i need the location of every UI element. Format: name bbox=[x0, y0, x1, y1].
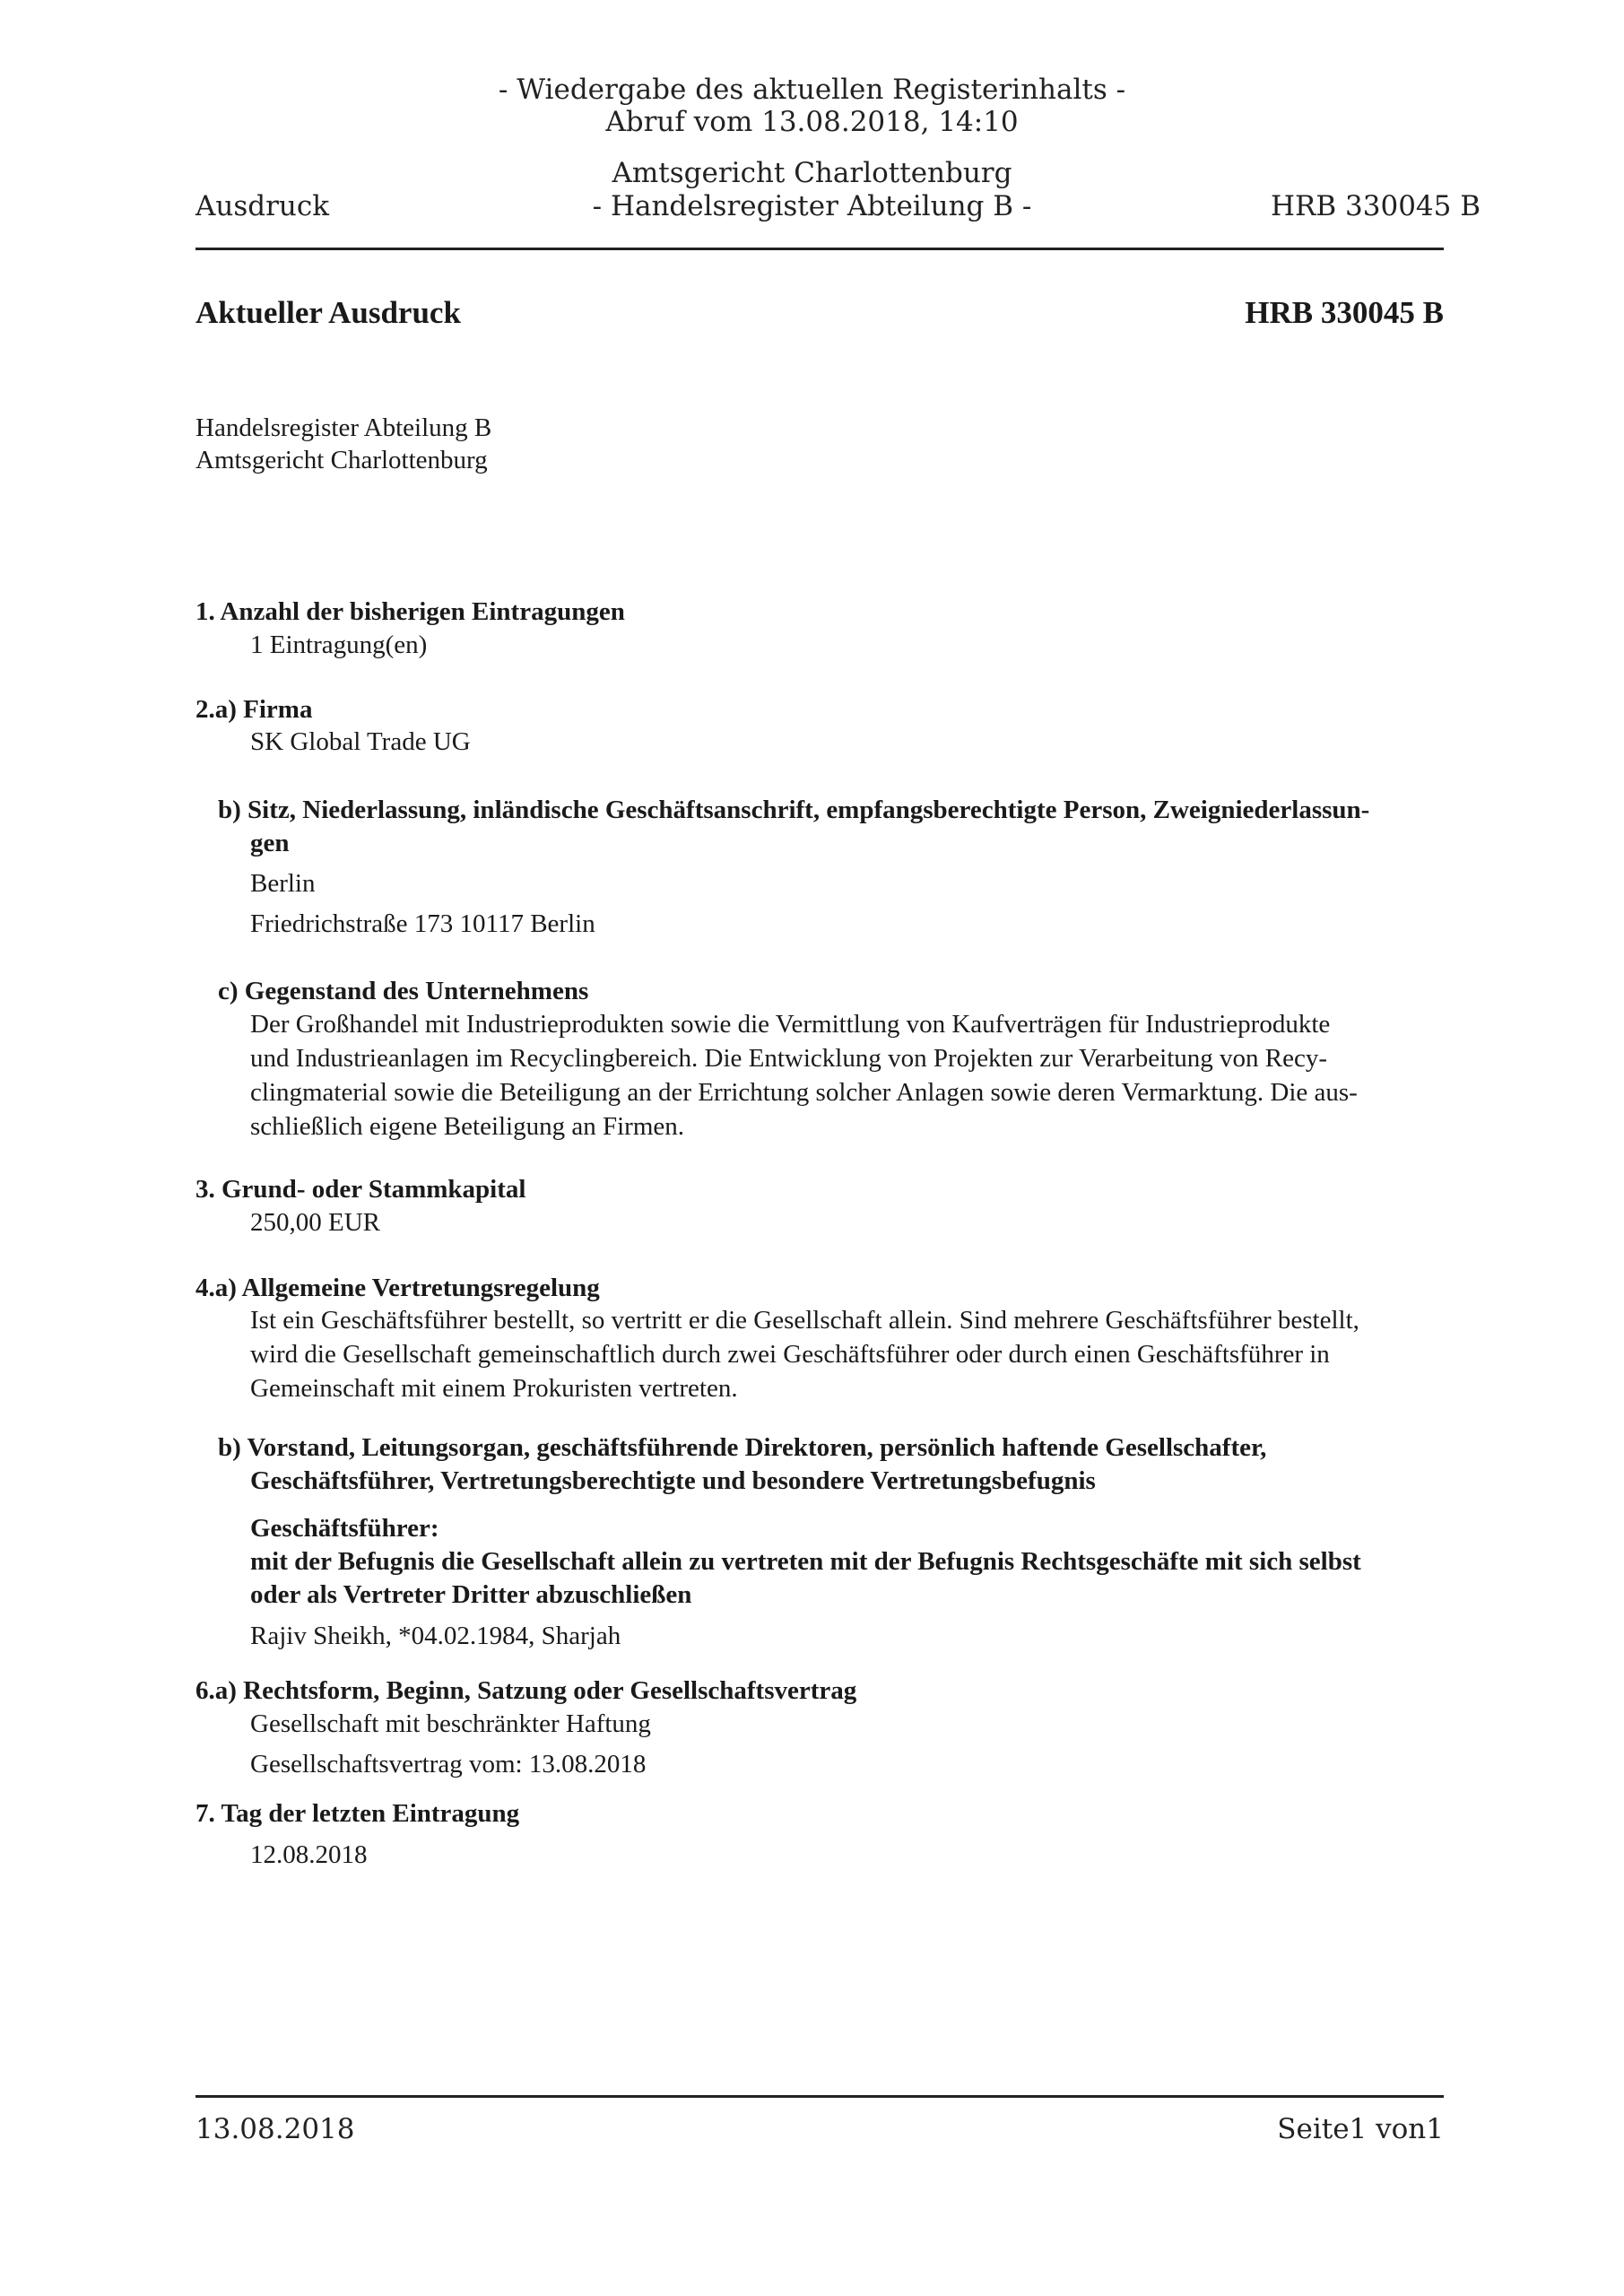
section-2b-heading: b) Sitz, Niederlassung, inländische Geschäftsanschrift, empfangsberechtigte Person, Zweigniederlassun- bbox=[218, 796, 1370, 824]
section-4a-text-line: Gemeinschaft mit einem Prokuristen vertreten. bbox=[250, 1374, 738, 1403]
register-court: Amtsgericht Charlottenburg bbox=[195, 446, 488, 474]
header-line-1: - Wiedergabe des aktuellen Registerinhalts - bbox=[498, 74, 1126, 106]
section-4b-person: Rajiv Sheikh, *04.02.1984, Sharjah bbox=[250, 1622, 621, 1650]
section-4a-text bbox=[250, 1303, 1359, 1405]
header-rule bbox=[195, 248, 1444, 250]
section-2c-heading: c) Gegenstand des Unternehmens bbox=[218, 977, 589, 1005]
document-title: Aktueller Ausdruck bbox=[195, 295, 461, 330]
section-4b-heading-cont: Geschäftsführer, Vertretungsberechtigte und besondere Vertretungsbefugnis bbox=[250, 1466, 1096, 1495]
header-register-number: HRB 330045 B bbox=[1271, 190, 1481, 222]
section-4b-power: mit der Befugnis die Gesellschaft allein zu vertreten mit der Befugnis Rechtsgeschäfte mit sich selbst bbox=[250, 1547, 1361, 1576]
footer-date: 13.08.2018 bbox=[195, 2113, 355, 2145]
section-2c-text-line: schließlich eigene Beteiligung an Firmen. bbox=[250, 1112, 685, 1141]
section-2c-text-line: Der Großhandel mit Industrieprodukten sowie die Vermittlung von Kaufverträgen für Industrieprodukte bbox=[250, 1010, 1331, 1039]
section-1-heading: 1. Anzahl der bisherigen Eintragungen bbox=[195, 597, 625, 626]
header-department: - Handelsregister Abteilung B - bbox=[592, 190, 1032, 222]
section-2b-address: Friedrichstraße 173 10117 Berlin bbox=[250, 909, 595, 938]
section-4a-text-line: wird die Gesellschaft gemeinschaftlich durch zwei Geschäftsführer oder durch einen Geschäftsführer in bbox=[250, 1340, 1330, 1369]
section-1-value: 1 Eintragung(en) bbox=[250, 631, 428, 659]
section-6a-heading: 6.a) Rechtsform, Beginn, Satzung oder Gesellschaftsvertrag bbox=[195, 1676, 857, 1705]
section-6a-legal-form: Gesellschaft mit beschränkter Haftung bbox=[250, 1709, 651, 1738]
section-4b-heading: b) Vorstand, Leitungsorgan, geschäftsführende Direktoren, persönlich haftende Gesellschafter, bbox=[218, 1433, 1267, 1462]
section-4b-role: Geschäftsführer: bbox=[250, 1514, 439, 1543]
section-3-heading: 3. Grund- oder Stammkapital bbox=[195, 1175, 526, 1204]
section-2c-text-line: und Industrieanlagen im Recyclingbereich. Die Entwicklung von Projekten zur Verarbeitung von Recy- bbox=[250, 1044, 1328, 1073]
section-2c-text-line: clingmaterial sowie die Beteiligung an der Errichtung solcher Anlagen sowie deren Vermarktung. Die aus- bbox=[250, 1078, 1358, 1107]
footer-page-number: Seite1 von1 bbox=[1277, 2113, 1444, 2145]
section-4a-text-line: Ist ein Geschäftsführer bestellt, so vertritt er die Gesellschaft allein. Sind mehrere Geschäftsführer bestellt, bbox=[250, 1306, 1359, 1335]
section-2b-city: Berlin bbox=[250, 869, 316, 898]
section-2a-value: SK Global Trade UG bbox=[250, 727, 471, 756]
section-4b-power-cont: oder als Vertreter Dritter abzuschließen bbox=[250, 1580, 692, 1609]
register-department: Handelsregister Abteilung B bbox=[195, 413, 492, 442]
section-4a-heading: 4.a) Allgemeine Vertretungsregelung bbox=[195, 1274, 600, 1302]
header-left-label: Ausdruck bbox=[195, 190, 330, 222]
section-7-heading: 7. Tag der letzten Eintragung bbox=[195, 1799, 520, 1828]
section-7-value: 12.08.2018 bbox=[250, 1840, 368, 1869]
section-6a-contract-date: Gesellschaftsvertrag vom: 13.08.2018 bbox=[250, 1750, 647, 1779]
section-2a-heading: 2.a) Firma bbox=[195, 695, 313, 724]
header-line-2: Abruf vom 13.08.2018, 14:10 bbox=[605, 106, 1019, 138]
footer-rule bbox=[195, 2095, 1444, 2098]
section-2b-heading-cont: gen bbox=[250, 829, 290, 857]
header-court: Amtsgericht Charlottenburg bbox=[612, 157, 1012, 189]
document-register-number: HRB 330045 B bbox=[1245, 295, 1444, 330]
section-3-value: 250,00 EUR bbox=[250, 1208, 380, 1237]
section-2c-text bbox=[250, 1007, 1358, 1144]
